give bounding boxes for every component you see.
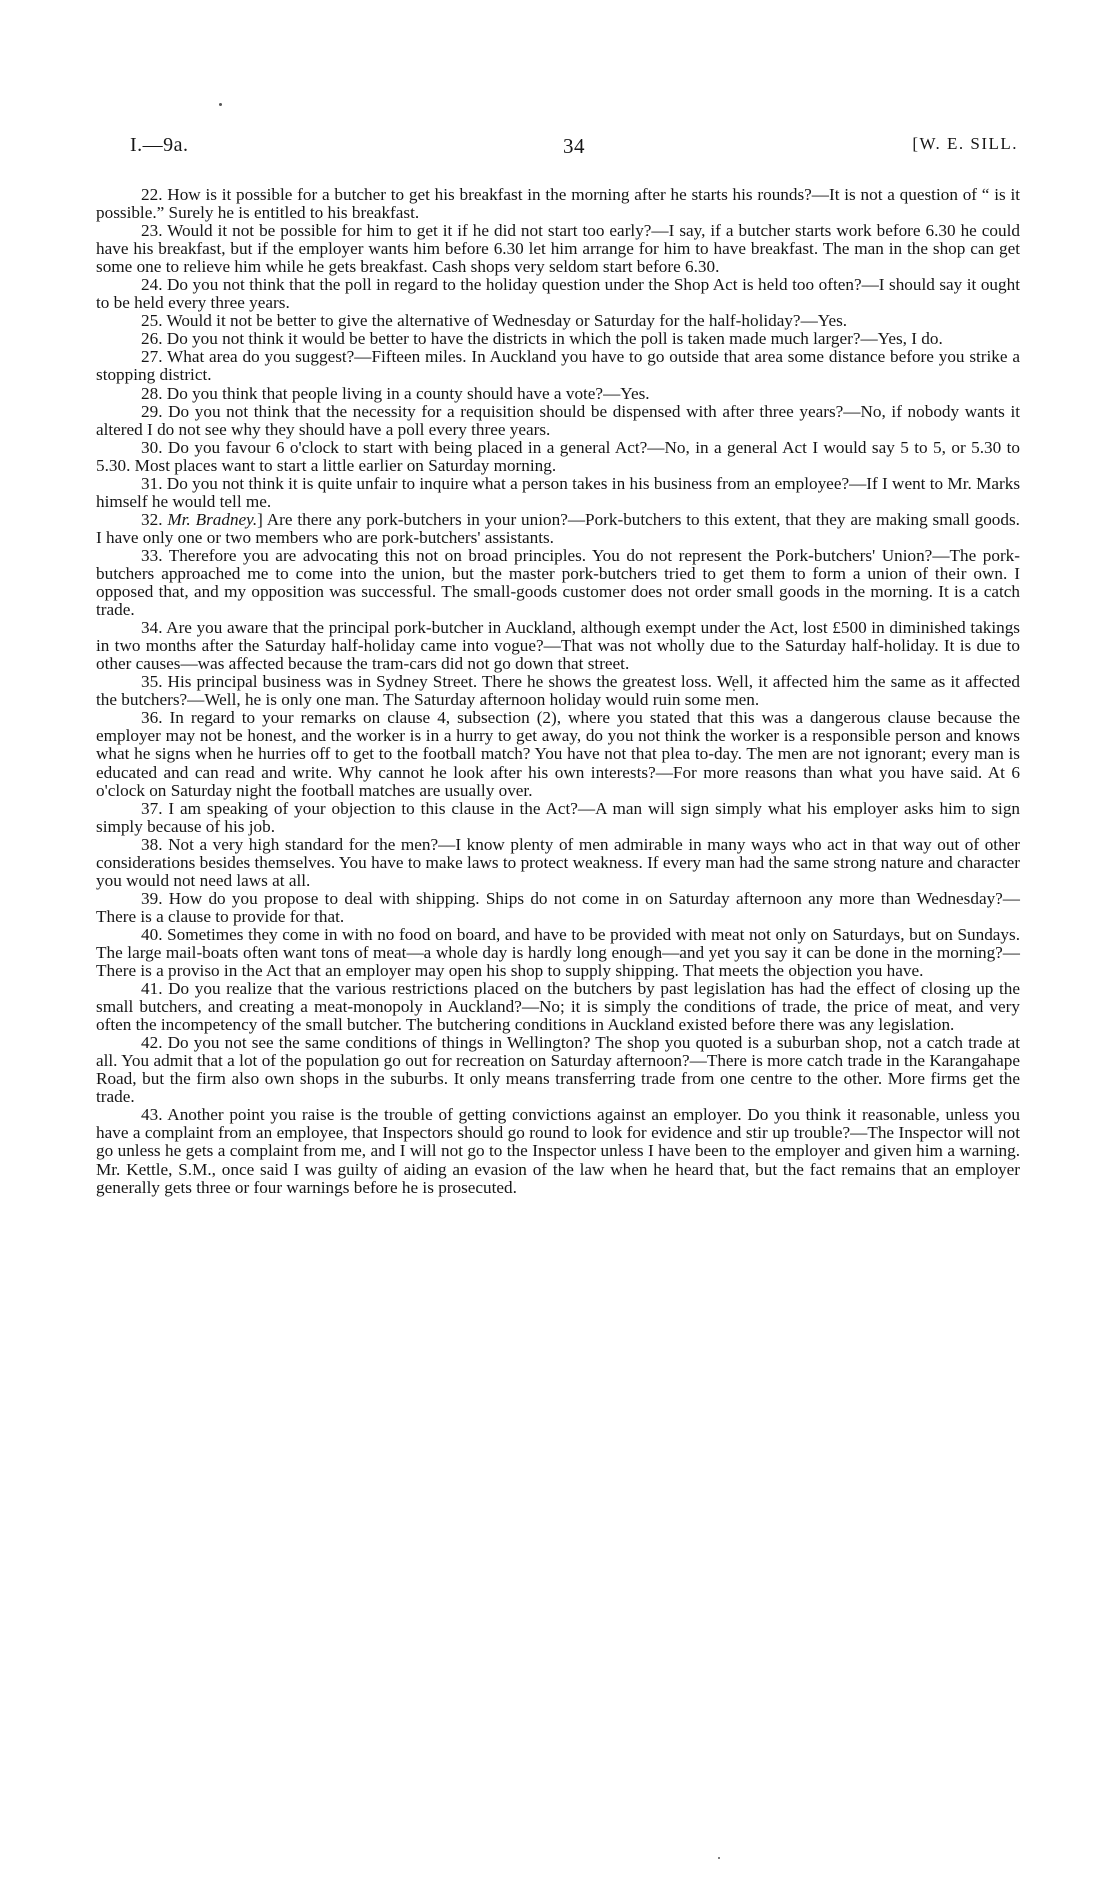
question-number: 32. bbox=[141, 509, 163, 529]
question-answer-text: Do you think that people living in a county should have a vote?—Yes. bbox=[166, 383, 650, 403]
question-answer-text: How do you propose to deal with shipping. Ships do not come in on Saturday afternoon any more than Wednesday?—There is a clause to provide for that. bbox=[96, 888, 1020, 926]
question-paragraph bbox=[96, 348, 1020, 384]
question-answer-text: ] Are there any pork-butchers in your union?—Pork-butchers to this extent, that they are making small goods. I have only one or two members who are pork-butchers' assistants. bbox=[96, 509, 1020, 547]
question-number: 35. bbox=[141, 672, 163, 692]
question-paragraph bbox=[96, 439, 1020, 475]
question-paragraph bbox=[96, 385, 1020, 403]
question-number: 42. bbox=[141, 1033, 163, 1053]
question-number: 37. bbox=[141, 798, 163, 818]
question-answer-text: Do you not think that the poll in regard to the holiday question under the Shop Act is held too often?—I should say it ought to be held every three years. bbox=[96, 275, 1020, 313]
question-answer-text: Do you favour 6 o'clock to start with being placed in a general Act?—No, in a general Act I would say 5 to 5, or 5.30 to 5.30. Most places want to start a little earlier on Saturday morning. bbox=[96, 437, 1020, 475]
question-answer-text: Do you not think it is quite unfair to inquire what a person takes in his business from an employee?—If I went to Mr. Marks himself he would tell me. bbox=[96, 473, 1021, 511]
question-answer-text: Another point you raise is the trouble of getting convictions against an employer. Do you think it reasonable, unless you have a complaint from an employee, that Inspectors should go round to look for evidence and stir up trouble?—The Inspector will not go unless he gets a complaint from me, and I will not go to the Inspector unless I have been to the employer and given him a warning. Mr. Kettle, S.M., once said I was guilty of aiding an evasion of the law when he heard that, but the fact remains that an employer generally gets three or four warnings before he is prosecuted. bbox=[96, 1105, 1020, 1197]
question-number: 29. bbox=[141, 401, 163, 421]
question-number: 36. bbox=[141, 708, 163, 728]
witness-name: [W. E. SILL. bbox=[912, 134, 1018, 153]
question-number: 43. bbox=[141, 1105, 163, 1125]
question-paragraph bbox=[96, 511, 1020, 547]
question-number: 28. bbox=[141, 383, 163, 403]
question-number: 33. bbox=[141, 545, 163, 565]
question-paragraph bbox=[96, 312, 1020, 330]
question-paragraph bbox=[96, 186, 1020, 222]
question-paragraph bbox=[96, 926, 1020, 980]
question-answer-text: How is it possible for a butcher to get his breakfast in the morning after he starts his rounds?—It is not a question of “ is it possible.” Surely he is entitled to his breakfast. bbox=[96, 185, 1021, 223]
question-answer-text: Do you not think that the necessity for a requisition should be dispensed with after three years?—No, if nobody wants it altered I do not see why they should have a poll every three years. bbox=[96, 401, 1021, 439]
question-answer-text: Would it not be better to give the alternative of Wednesday or Saturday for the half-holiday?—Yes. bbox=[166, 311, 848, 331]
question-answer-text: Do you realize that the various restrictions placed on the butchers by past legislation has had the effect of closing up the small butchers, and creating a meat-monopoly in Auckland?—No; it is simply the conditions of trade, the price of meat, and very often the incompetency of the small butcher. The butchering conditions in Auckland existed before there was any legislation. bbox=[96, 979, 1021, 1035]
question-number: 34. bbox=[141, 618, 163, 638]
print-speck bbox=[718, 1857, 720, 1859]
question-paragraph bbox=[96, 403, 1020, 439]
question-paragraph bbox=[96, 890, 1020, 926]
question-paragraph bbox=[96, 547, 1020, 619]
question-paragraph bbox=[96, 709, 1020, 799]
question-number: 27. bbox=[141, 347, 163, 367]
question-answer-text: What area do you suggest?—Fifteen miles. In Auckland you have to go outside that area some distance before you strike a stopping district. bbox=[96, 347, 1020, 385]
question-paragraph bbox=[96, 980, 1020, 1034]
running-head bbox=[130, 134, 1018, 164]
question-number: 22. bbox=[141, 185, 163, 204]
question-answer-text: His principal business was in Sydney Street. There he shows the greatest loss. Well, it affected him the same as it affected the butchers?—Well, he is only one man. The Saturday afternoon holiday would ruin some men. bbox=[96, 672, 1020, 710]
question-number: 25. bbox=[141, 311, 163, 331]
question-paragraph bbox=[96, 1106, 1020, 1196]
print-speck bbox=[219, 103, 222, 106]
question-answer-text: Not a very high standard for the men?—I know plenty of men admirable in many ways who act in that way out of other considerations besides themselves. You have to make laws to protect weakness. If every man had the same strong nature and character you would not need laws at all. bbox=[96, 834, 1021, 890]
question-paragraph bbox=[96, 222, 1020, 276]
question-paragraph bbox=[96, 1034, 1020, 1106]
question-number: 24. bbox=[141, 275, 163, 295]
question-number: 23. bbox=[141, 221, 163, 241]
paper-reference: I.—9a. bbox=[130, 134, 189, 156]
question-answer-text: Do you not think it would be better to have the districts in which the poll is taken made much larger?—Yes, I do. bbox=[166, 329, 943, 349]
question-answer-text: Sometimes they come in with no food on board, and have to be provided with meat not only on Saturdays, but on Sundays. The large mail-boats often want tons of meat—a whole day is hardly long enough—and yet you say it can be done in the morning?—There is a proviso in the Act that an employer may open his shop to supply shipping. That meets the objection you have. bbox=[96, 924, 1021, 981]
question-number: 30. bbox=[141, 437, 163, 457]
question-number: 40. bbox=[141, 924, 163, 944]
question-paragraph bbox=[96, 330, 1020, 348]
question-number: 41. bbox=[141, 979, 163, 999]
question-answer-text: I am speaking of your objection to this clause in the Act?—A man will sign simply what his employer asks him to sign simply because of his job. bbox=[96, 798, 1021, 836]
question-paragraph bbox=[96, 619, 1020, 673]
question-paragraph bbox=[96, 800, 1020, 836]
question-answer-text: Are you aware that the principal pork-butcher in Auckland, although exempt under the Act, lost £500 in diminished takings in two months after the Saturday half-holiday came into vogue?—That was not wholly due to the Saturday half-holiday. It is due to other causes—was affected because the tram-cars did not go down that street. bbox=[96, 618, 1020, 674]
question-number: 39. bbox=[141, 888, 163, 908]
question-answer-text: In regard to your remarks on clause 4, subsection (2), where you stated that this was a dangerous clause because the employer may not be honest, and the worker is in a hurry to get away, do you not think the worker is a responsible person and knows what he signs when he hurries off to get to the football match? You have not that plea to-day. The men are not ignorant; every man is educated and can read and write. Why cannot he look after his own interests?—For more reasons than what you have said. At 6 o'clock on Saturday night the football matches are usually over. bbox=[96, 708, 1021, 800]
question-paragraph bbox=[96, 276, 1020, 312]
question-number: 31. bbox=[141, 473, 163, 493]
question-answer-text: Therefore you are advocating this not on broad principles. You do not represent the Pork-butchers' Union?—The pork-butchers approached me to come into the union, but the master pork-butchers tried to get them to form a union of their own. I opposed that, and my opposition was successful. The small-goods customer does not order small goods in the morning. It is a catch trade. bbox=[96, 545, 1020, 620]
speaker-name: Mr. Bradney. bbox=[167, 509, 258, 529]
question-number: 38. bbox=[141, 834, 163, 854]
question-answer-text: Do you not see the same conditions of things in Wellington? The shop you quoted is a suburban shop, not a catch trade at all. You admit that a lot of the population go out for recreation on Saturday afternoon?—There is more catch trade in the Karangahape Road, but the firm also own shops in the suburbs. It only means transferring trade from one centre to the other. More firms get the trade. bbox=[96, 1033, 1020, 1107]
question-paragraph bbox=[96, 475, 1020, 511]
question-paragraph bbox=[96, 673, 1020, 709]
question-number: 26. bbox=[141, 329, 163, 349]
question-paragraph bbox=[96, 836, 1020, 890]
question-answer-text: Would it not be possible for him to get it if he did not start too early?—I say, if a butcher starts work before 6.30 he could have his breakfast, but if the employer wants him before 6.30 let him arrange for him to have breakfast. The man in the shop can get some one to relieve him while he gets breakfast. Cash shops very seldom start before 6.30. bbox=[96, 221, 1020, 277]
testimony-body bbox=[96, 186, 1020, 1197]
page-number: 34 bbox=[563, 134, 585, 158]
